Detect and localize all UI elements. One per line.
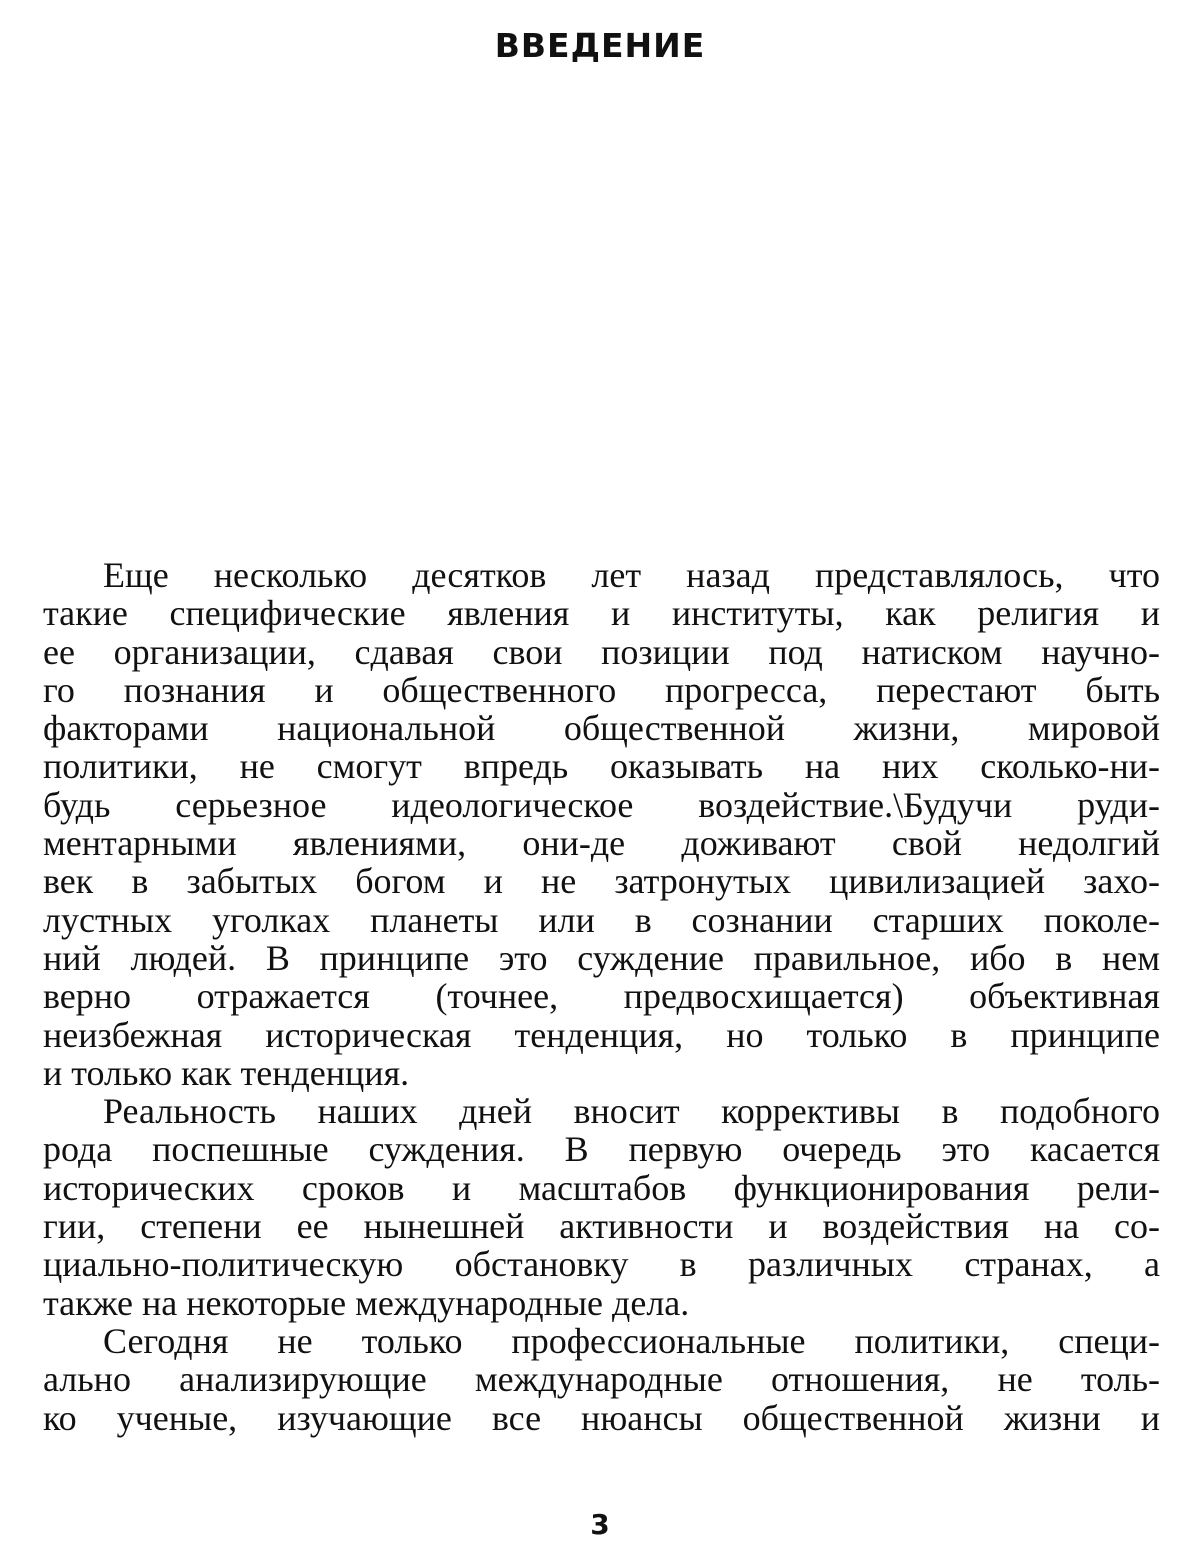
- text-line: неизбежная историческая тенденция, но только в принципе: [43, 1014, 1160, 1055]
- text-line: Сегодня не только профессиональные политики, специ-: [103, 1320, 1160, 1361]
- text-line: такие специфические явления и институты, как религия и: [43, 593, 1160, 634]
- chapter-heading: ВВЕДЕНИЕ: [494, 26, 706, 65]
- text-line: ний людей. В принципе это суждение правильное, ибо в нем: [43, 937, 1160, 978]
- text-line: и только как тенденция.: [43, 1052, 410, 1093]
- text-line: верно отражается (точнее, предвосхищается) объективная: [43, 976, 1160, 1017]
- text-line: ко ученые, изучающие все нюансы общественной жизни и: [43, 1397, 1160, 1438]
- text-line: исторических сроков и масштабов функционирования рели-: [43, 1167, 1160, 1208]
- text-line: го познания и общественного прогресса, перестают быть: [43, 669, 1160, 710]
- text-line: факторами национальной общественной жизни, мировой: [43, 708, 1160, 749]
- text-line: ее организации, сдавая свои позиции под натиском научно-: [43, 631, 1160, 672]
- text-line: век в забытых богом и не затронутых цивилизацией захо-: [43, 861, 1160, 902]
- text-line: ментарными явлениями, они-де доживают свой недолгий: [43, 823, 1160, 864]
- text-line: также на некоторые международные дела.: [43, 1282, 690, 1323]
- body-text: [43, 556, 1160, 1437]
- paragraph-1: [43, 556, 1160, 1092]
- paragraph-3: [43, 1322, 1160, 1437]
- text-line: гии, степени ее нынешней активности и воздействия на со-: [43, 1206, 1160, 1247]
- text-line: Еще несколько десятков лет назад представлялось, что: [103, 555, 1160, 595]
- text-line: ально анализирующие международные отношения, не толь-: [43, 1359, 1160, 1400]
- text-line: Реальность наших дней вносит коррективы в подобного: [103, 1091, 1160, 1132]
- text-line: лустных уголках планеты или в сознании старших поколе-: [43, 899, 1160, 940]
- text-line: будь серьезное идеологическое воздействие.\Будучи руди-: [43, 784, 1160, 825]
- paragraph-2: [43, 1092, 1160, 1322]
- text-line: рода поспешные суждения. В первую очередь это касается: [43, 1129, 1160, 1170]
- page-number: 3: [590, 1508, 610, 1541]
- text-line: политики, не смогут впредь оказывать на них сколько-ни-: [43, 746, 1160, 787]
- text-line: циально-политическую обстановку в различных странах, а: [43, 1244, 1160, 1285]
